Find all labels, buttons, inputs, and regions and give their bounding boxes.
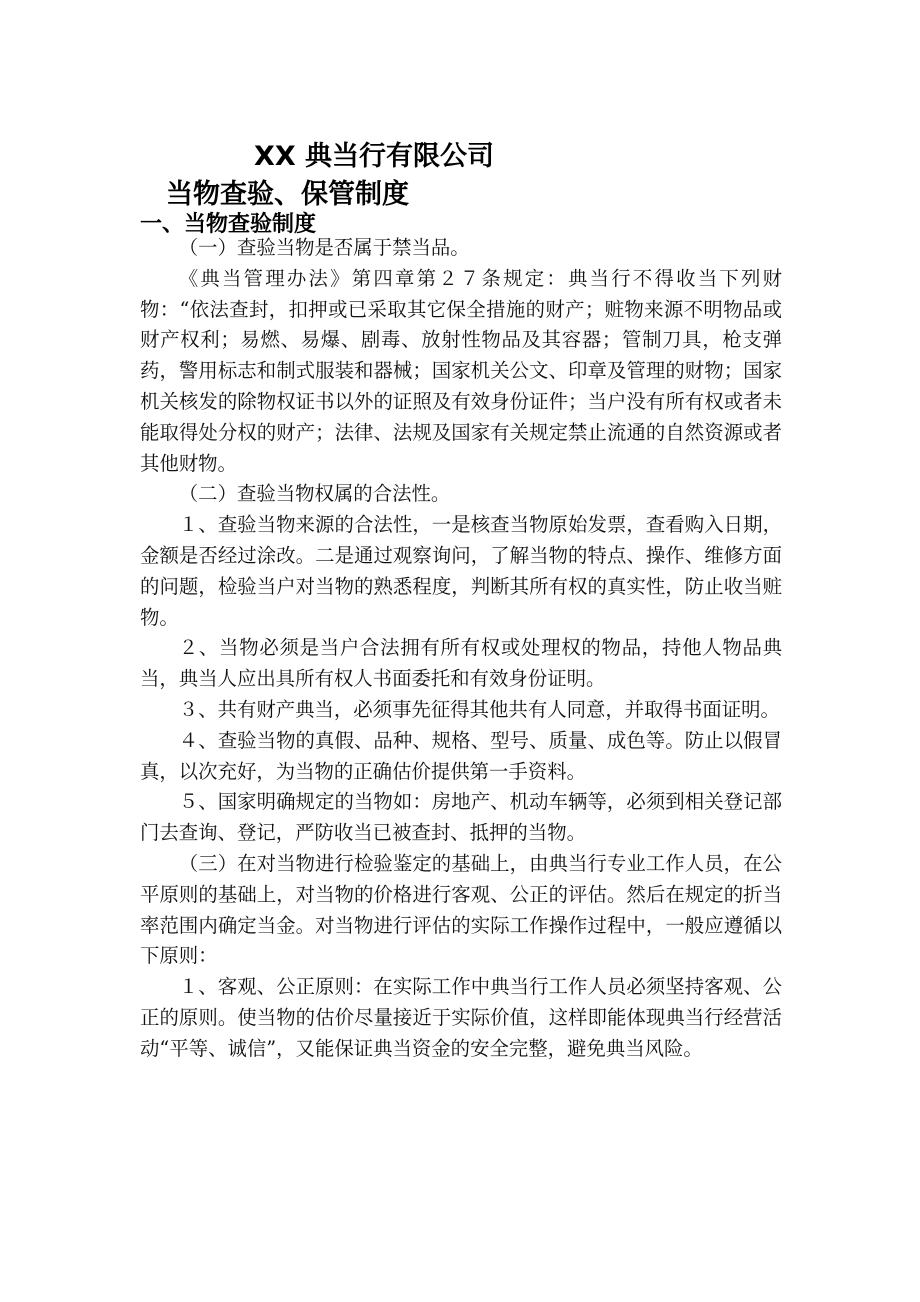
paragraph-3: （二）查验当物权属的合法性。 bbox=[178, 482, 451, 506]
paragraph-2: 《典当管理办法》第四章第２７条规定：典当行不得收当下列财物：“依法查封，扣押或已采取其它保全措施的财产；赃物来源不明物品或财产权利；易燃、易爆、剧毒、放射性物品及其容器；管制刀具，枪支弹药，警用标志和制式服装和器械；国家机关公文、印章及管理的财物；国家机关核发的除物权证书以外的证照及有效身份证件；当户没有所有权或者未能取得处分权的财产；法律、法规及国家有关规定禁止流通的自然资源或者其他财物。 bbox=[140, 266, 782, 475]
paragraph-6: ３、共有财产典当，必须事先征得其他共有人同意，并取得书面证明。 bbox=[178, 697, 780, 721]
paragraph-7: ４、查验当物的真假、品种、规格、型号、质量、成色等。防止以假冒真，以次充好，为当物的正确估价提供第一手资料。 bbox=[140, 728, 782, 783]
company-title: XX 典当行有限公司 bbox=[254, 141, 495, 172]
paragraph-10: １、客观、公正原则：在实际工作中典当行工作人员必须坚持客观、公正的原则。使当物的估价尽量接近于实际价值，这样即能体现典当行经营活动“平等、诚信”，又能保证典当资金的安全完整，避免典当风险。 bbox=[140, 975, 782, 1060]
document-body bbox=[140, 233, 782, 1065]
paragraph-4: １、查验当物来源的合法性，一是核查当物原始发票，查看购入日期，金额是否经过涂改。二是通过观察询问，了解当物的特点、操作、维修方面的问题，检验当户对当物的熟悉程度，判断其所有权的真实性，防止收当赃物。 bbox=[140, 513, 782, 629]
section-heading-inspection: 一、当物查验制度 bbox=[140, 212, 317, 237]
paragraph-1: （一）查验当物是否属于禁当品。 bbox=[178, 236, 470, 259]
rules-title: 当物查验、保管制度 bbox=[166, 179, 409, 210]
paragraph-5: ２、当物必须是当户合法拥有所有权或处理权的物品，持他人物品典当，典当人应出具所有权人书面委托和有效身份证明。 bbox=[140, 636, 782, 691]
paragraph-9: （三）在对当物进行检验鉴定的基础上，由典当行专业工作人员，在公平原则的基础上，对当物的价格进行客观、公正的评估。然后在规定的折当率范围内确定当金。对当物进行评估的实际工作操作过程中，一般应遵循以下原则： bbox=[140, 851, 782, 968]
paragraph-8: ５、国家明确规定的当物如：房地产、机动车辆等，必须到相关登记部门去查询、登记，严防收当已被查封、抵押的当物。 bbox=[140, 790, 782, 845]
